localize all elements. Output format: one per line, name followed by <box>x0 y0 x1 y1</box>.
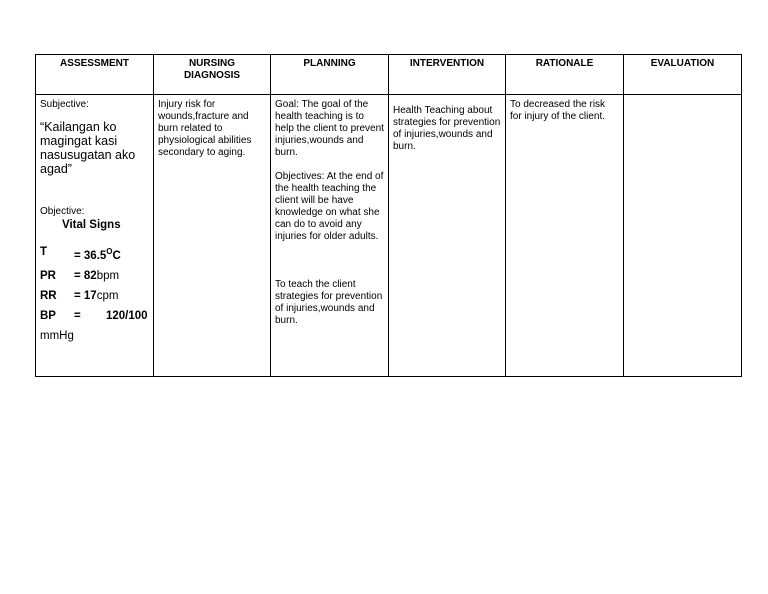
vital-rr-unit: cpm <box>96 289 119 302</box>
body-row <box>36 95 742 377</box>
vital-rr <box>40 289 149 303</box>
header-assessment: ASSESSMENT <box>36 55 154 95</box>
vital-temp-key: T <box>40 246 48 258</box>
vital-pr <box>40 269 149 283</box>
intervention-text: Health Teaching about strategies for prevention of injuries,wounds and burn. <box>393 105 501 152</box>
nursing-care-plan-table <box>35 54 742 377</box>
objective-label: Objective: <box>40 206 85 217</box>
nursing-diagnosis-text: Injury risk for wounds,fracture and burn related to physiological abilities secondary to aging. <box>158 99 252 158</box>
vital-temp-unit: C <box>112 249 121 262</box>
vital-pr-value <box>74 269 119 283</box>
intervention-cell <box>389 95 506 377</box>
vital-signs-list <box>40 245 149 343</box>
planning-goal: Goal: The goal of the health teaching is to help the client to prevent injuries,wounds and burn. <box>275 99 384 158</box>
vital-temp <box>40 245 149 263</box>
header-evaluation: EVALUATION <box>624 55 742 95</box>
vital-signs-title: Vital Signs <box>62 219 121 231</box>
header-nursing-diagnosis <box>154 55 271 95</box>
planning-objectives: Objectives: At the end of the health teaching the client will be have knowledge on what she can do to avoid any injuries for older adults. <box>275 171 384 242</box>
nursing-diagnosis-cell <box>154 95 271 377</box>
vital-bp-unit: mmHg <box>40 329 74 342</box>
rationale-text: To decreased the risk for injury of the client. <box>510 99 606 122</box>
subjective-quote: “Kailangan ko magingat kasi nasusugatan ako agad” <box>40 120 136 176</box>
vital-bp-eq: = <box>74 309 81 322</box>
vital-pr-key: PR <box>40 269 56 282</box>
vital-bp-key: BP <box>40 309 56 322</box>
vital-bp <box>40 309 149 323</box>
header-rationale: RATIONALE <box>506 55 624 95</box>
planning-teach: To teach the client strategies for prevention of injuries,wounds and burn. <box>275 279 383 326</box>
vital-rr-number: = 17 <box>74 289 97 302</box>
subjective-label: Subjective: <box>40 99 89 110</box>
vital-pr-number: = 82 <box>74 269 97 282</box>
assessment-cell <box>36 95 154 377</box>
vital-temp-value <box>74 245 121 263</box>
planning-cell <box>271 95 389 377</box>
vital-rr-key: RR <box>40 289 57 302</box>
rationale-cell <box>506 95 624 377</box>
vital-pr-unit: bpm <box>96 269 120 282</box>
vital-temp-number: = 36.5 <box>74 249 107 262</box>
vital-bp-value: 120/100 <box>106 309 148 322</box>
vital-temp-degree: O <box>106 247 113 256</box>
header-row <box>36 55 742 95</box>
header-intervention: INTERVENTION <box>389 55 506 95</box>
header-nursing-diagnosis-text: NURSING DIAGNOSIS <box>183 58 241 81</box>
evaluation-cell <box>624 95 742 377</box>
vital-rr-value <box>74 289 118 303</box>
header-planning: PLANNING <box>271 55 389 95</box>
